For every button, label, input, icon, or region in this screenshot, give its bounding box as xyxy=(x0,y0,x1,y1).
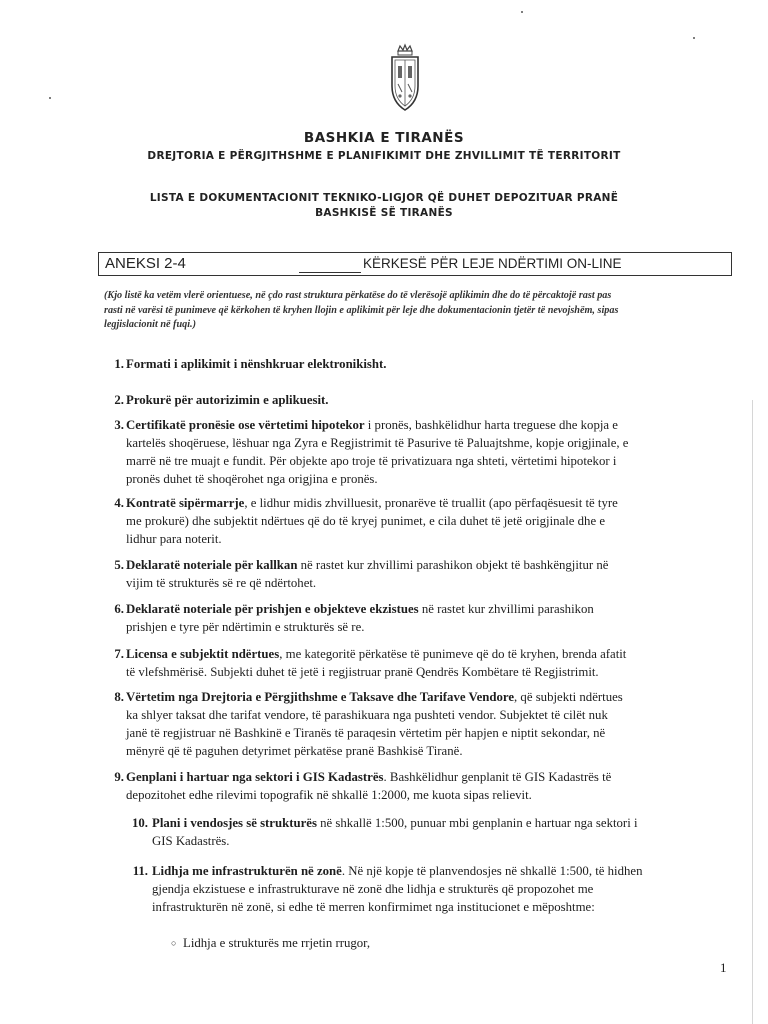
item-text: infrastrukturën në zonë, si edhe të merren konfirmimet nga institucionet e mëposhtme: xyxy=(152,900,595,914)
item-heading: Deklaratë noteriale për prishjen e objekteve ekzistues xyxy=(126,602,419,616)
item-text: pronës duhet të shoqërohet nga origjina e pronës. xyxy=(126,472,378,486)
item-number: 10. xyxy=(132,816,148,830)
item-text: depozitohet edhe rilevimi topografik në shkallë 1:2000, me kuota sipas relievit. xyxy=(126,788,532,802)
item-heading: Certifikatë pronësie ose vërtetimi hipotekor xyxy=(126,418,365,432)
annex-code: ANEKSI 2-4 xyxy=(105,255,186,272)
list-item xyxy=(114,768,730,804)
item-heading: Deklaratë noteriale për kallkan xyxy=(126,558,298,572)
item-text: , që subjekti ndërtues xyxy=(514,690,623,704)
bullet-circle-icon: ○ xyxy=(171,938,177,948)
organization-title: BASHKIA E TIRANËS xyxy=(303,130,465,146)
scan-edge-line xyxy=(752,400,753,1024)
item-text: në rastet kur zhvillimi parashikon objekt të bashkëngjitur në xyxy=(297,558,609,572)
item-number: 11. xyxy=(132,864,148,878)
annex-underline xyxy=(299,272,361,273)
item-text: vijim të strukturës së re që ndërtohet. xyxy=(126,576,317,590)
item-text: në shkallë 1:500, punuar mbi genplanin e hartuar nga sektori i xyxy=(316,816,638,830)
item-text: . Në një kopje të planvendosjes në shkallë 1:500, të hidhen xyxy=(341,864,643,878)
item-heading: Lidhja me infrastrukturën në zonë xyxy=(152,864,342,878)
list-item xyxy=(114,645,730,681)
item-heading: Licensa e subjektit ndërtues xyxy=(126,647,280,661)
item-number: 3. xyxy=(114,418,124,432)
item-text: . Bashkëlidhur genplanit të GIS Kadastrës të xyxy=(383,770,612,784)
item-heading: Formati i aplikimit i nënshkruar elektronikisht. xyxy=(126,357,387,371)
item-number: 9. xyxy=(114,770,124,784)
note-line: rasti në varësi të punimeve që kërkohen të kryhen llojin e aplikimit për leje dhe dokumentacionin tjetër të nevojshëm, sipas xyxy=(104,304,619,316)
list-item xyxy=(114,391,730,409)
item-text: ka shlyer taksat dhe tarifat vendore, të parashikuara nga pushteti vendor. Subjektet të cilët nuk xyxy=(126,708,608,722)
item-text: , e lidhur midis zhvilluesit, pronarëve të truallit (apo përfaqësuesit të tyre xyxy=(244,496,618,510)
list-item xyxy=(114,600,730,636)
item-text: të vlefshmërisë. Subjekti duhet të jetë i regjistruar pranë Qendrës Kombëtare të Regjistrimit. xyxy=(126,665,599,679)
item-text: janë të regjistruar në Bashkinë e Tiranës të paraqesin vërtetim për hapjen e niptit sekondar, në xyxy=(126,726,606,740)
annex-box xyxy=(98,252,732,276)
list-item xyxy=(132,814,728,850)
item-heading: Kontratë sipërmarrje xyxy=(126,496,245,510)
scan-speck xyxy=(49,97,51,99)
item-text: prishjen e tyre për ndërtimin e strukturës së re. xyxy=(126,620,365,634)
list-item xyxy=(114,556,730,592)
item-number: 5. xyxy=(114,558,124,572)
item-text: marrë në tre muajt e fundit. Për objekte apo troje të privatizuara nga shteti, vërtetimi hipotekor i xyxy=(126,454,617,468)
item-number: 1. xyxy=(114,357,124,371)
item-text: lidhur para noterit. xyxy=(126,532,222,546)
note-line: legjislacionit në fuqi.) xyxy=(104,319,196,330)
list-item xyxy=(114,688,730,760)
list-item xyxy=(132,862,728,916)
coat-of-arms-icon xyxy=(387,42,423,114)
note-line: (Kjo listë ka vetëm vlerë orientuese, në çdo rast struktura përkatëse do të vlerësojë aplikimin dhe do të përcaktojë rast pas xyxy=(104,290,612,301)
item-number: 4. xyxy=(114,496,124,510)
list-item xyxy=(114,494,730,548)
item-text: kartelës shoqëruese, lëshuar nga Zyra e Regjistrimit të Pasurive të Paluajtshme, kopje origjinale, e xyxy=(126,436,629,450)
sub-bullet-item xyxy=(171,934,371,952)
orientation-note xyxy=(104,289,729,333)
item-heading: Prokurë për autorizimin e aplikuesit. xyxy=(126,393,329,407)
item-text: , me kategoritë përkatëse të punimeve që do të kryhen, brenda afatit xyxy=(279,647,627,661)
item-text: mënyrë që të paguhen detyrimet përkatëse pranë Bashkisë Tiranë. xyxy=(126,744,463,758)
page-number: 1 xyxy=(720,960,727,975)
list-title-line1: LISTA E DOKUMENTACIONIT TEKNIKO-LIGJOR QË DUHET DEPOZITUAR PRANË xyxy=(149,192,619,204)
item-text: GIS Kadastrës. xyxy=(152,834,230,848)
item-text: me prokurë) dhe subjektit ndërtues që do të kryej punimet, e cila duhet të jetë origjinale dhe e xyxy=(126,514,606,528)
list-item xyxy=(114,355,730,373)
list-item xyxy=(114,416,730,488)
scan-speck xyxy=(521,11,523,13)
item-number: 6. xyxy=(114,602,124,616)
item-heading: Plani i vendosjes së strukturës xyxy=(152,816,317,830)
item-text: i pronës, bashkëlidhur harta treguese dhe kopja e xyxy=(364,418,618,432)
item-number: 7. xyxy=(114,647,124,661)
item-heading: Vërtetim nga Drejtoria e Përgjithshme e Taksave dhe Tarifave Vendore xyxy=(126,690,515,704)
item-number: 8. xyxy=(114,690,124,704)
scan-speck xyxy=(693,37,695,39)
item-number: 2. xyxy=(114,393,124,407)
item-heading: Genplani i hartuar nga sektori i GIS Kadastrës xyxy=(126,770,384,784)
item-text: në rastet kur zhvillimi parashikon xyxy=(418,602,594,616)
item-text: gjendja ekzistuese e infrastrukturave në zonë dhe lidhja e strukturës që propozohet me xyxy=(152,882,594,896)
directorate-title: DREJTORIA E PËRGJITHSHME E PLANIFIKIMIT DHE ZHVILLIMIT TË TERRITORIT xyxy=(147,150,621,162)
list-title-line2: BASHKISË SË TIRANËS xyxy=(315,207,453,219)
annex-title: KËRKESË PËR LEJE NDËRTIMI ON-LINE xyxy=(363,256,622,271)
bullet-text: Lidhja e strukturës me rrjetin rrugor, xyxy=(183,936,371,950)
